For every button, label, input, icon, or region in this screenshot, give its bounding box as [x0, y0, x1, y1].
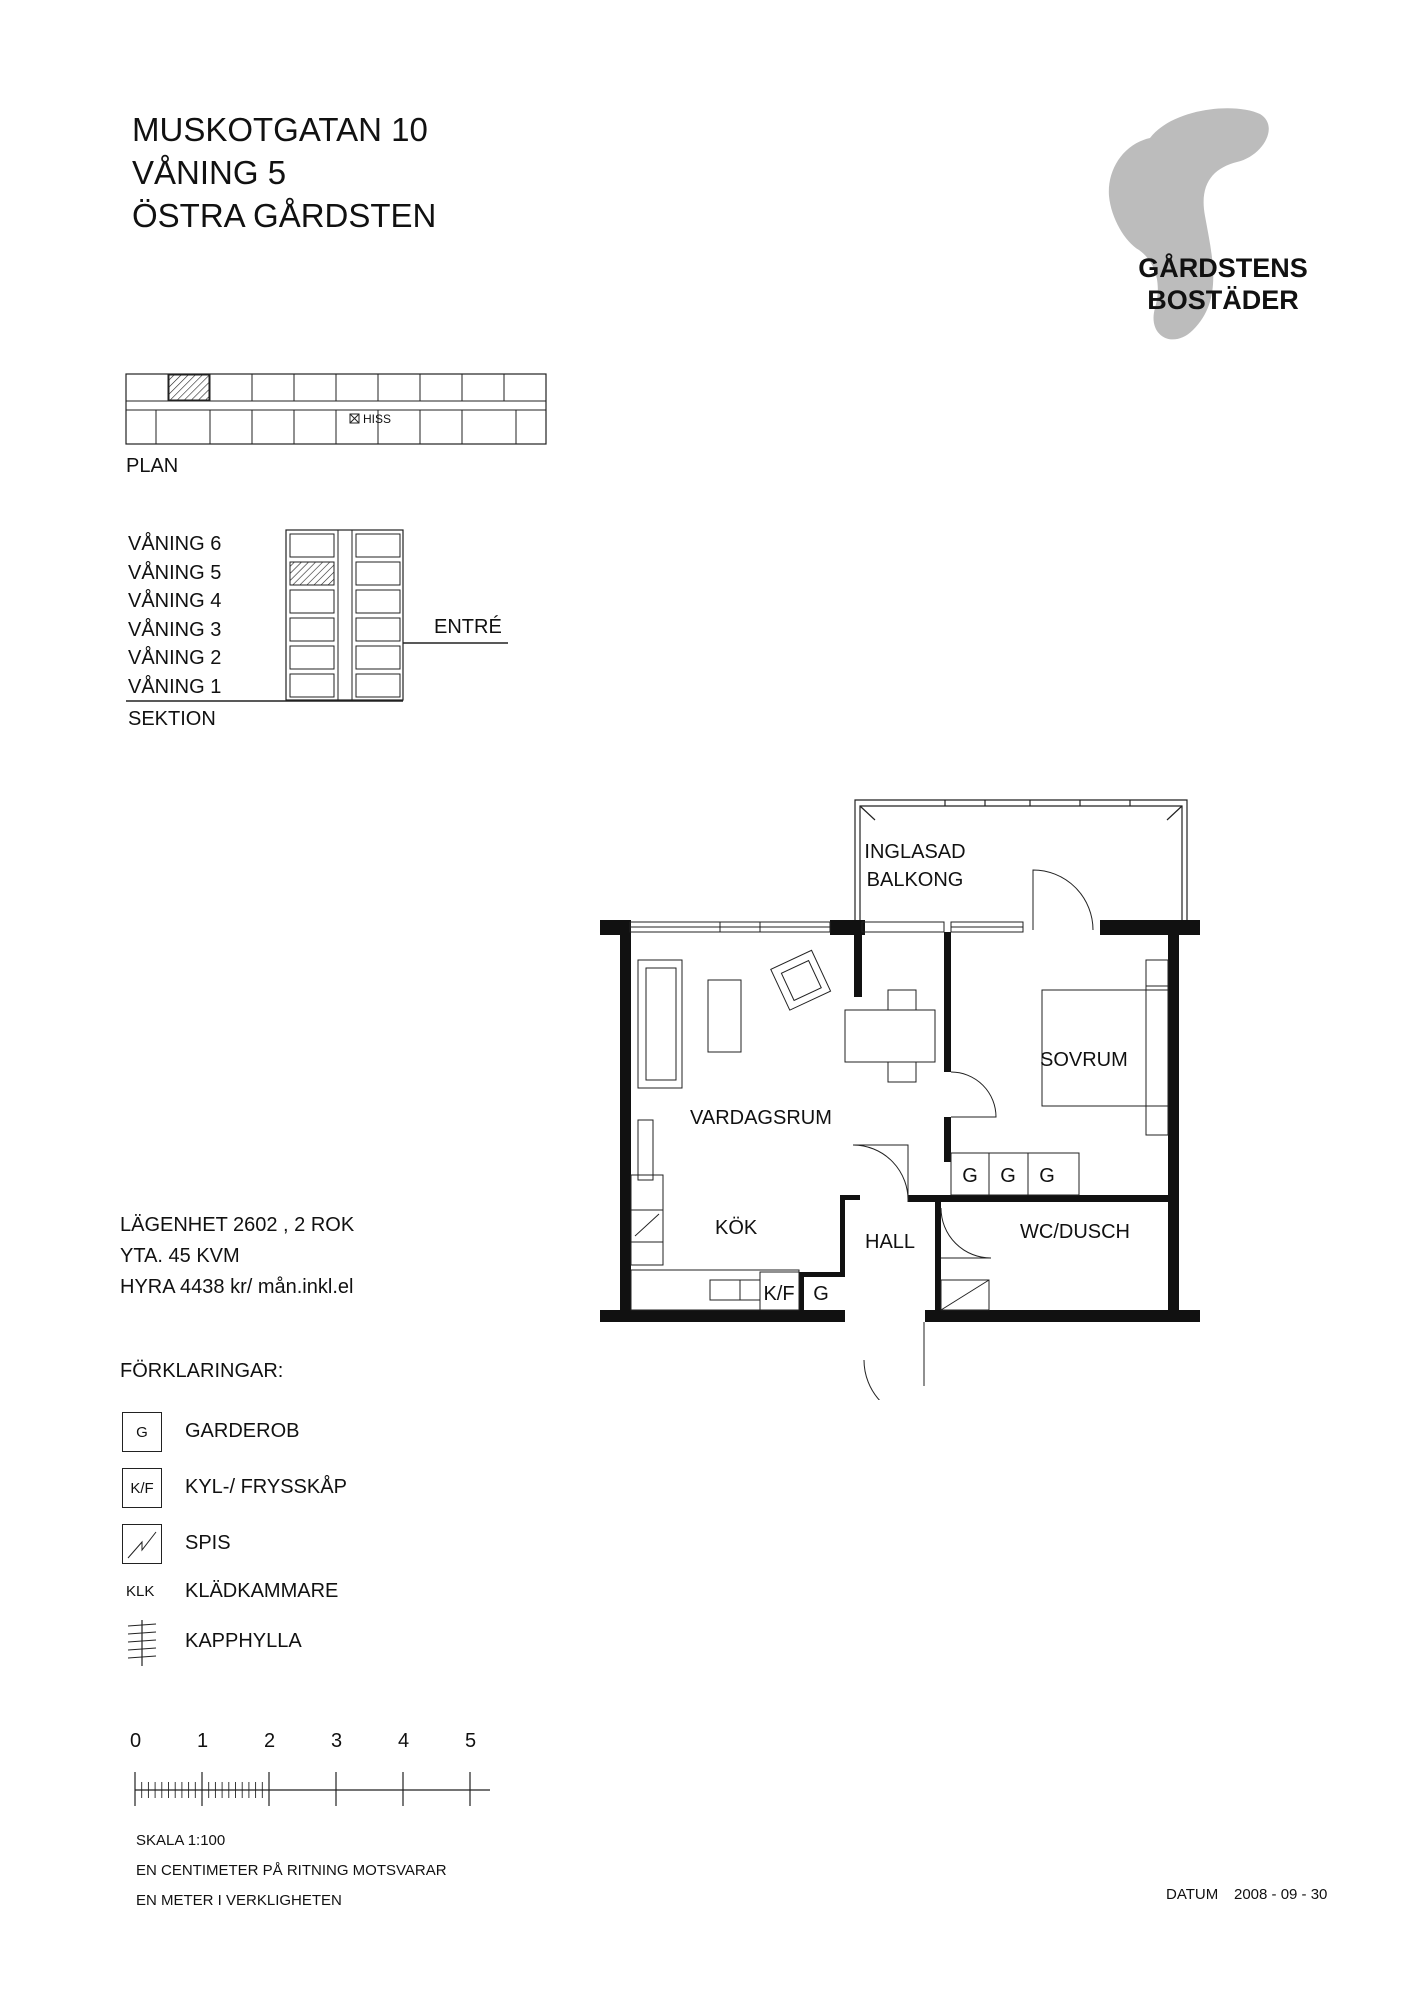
- wardrobe-symbol: G: [122, 1412, 162, 1452]
- balcony-label-1: INGLASAD: [864, 841, 966, 863]
- wardrobe-label-hall: G: [813, 1283, 829, 1305]
- logo-line-2: BOSTÄDER: [1147, 285, 1299, 315]
- apartment-area: YTA. 45 KVM: [120, 1245, 240, 1267]
- balcony-label-2: BALKONG: [866, 869, 964, 891]
- hall-label: HALL: [865, 1231, 916, 1253]
- legend-coat-rack-text: KAPPHYLLA: [185, 1630, 302, 1652]
- legend-stove-text: SPIS: [185, 1532, 231, 1554]
- bedroom-label: SOVRUM: [1040, 1049, 1128, 1071]
- wardrobe-label-1: G: [962, 1165, 978, 1187]
- address-title: [132, 108, 436, 237]
- wardrobe-label-2: G: [1000, 1165, 1016, 1187]
- fridge-label: K/F: [763, 1283, 795, 1305]
- living-room-label: VARDAGSRUM: [690, 1107, 832, 1129]
- scale-description: [136, 1826, 447, 1916]
- floor-3-label: VÅNING 3: [128, 618, 222, 641]
- logo-wordmark: [1118, 252, 1328, 316]
- scale-note-2: EN METER I VERKLIGHETEN: [136, 1892, 342, 1909]
- district-line: ÖSTRA GÅRDSTEN: [132, 197, 437, 234]
- legend-wardrobe-text: GARDEROB: [185, 1420, 300, 1442]
- logo-line-1: GÅRDSTENS: [1138, 253, 1308, 283]
- entrance-label: ENTRÉ: [434, 616, 502, 638]
- floor-1-label: VÅNING 1: [128, 675, 222, 698]
- legend-title: FÖRKLARINGAR:: [120, 1360, 284, 1382]
- coat-rack-icon: [122, 1618, 162, 1668]
- scale-tick-1: 1: [197, 1730, 209, 1752]
- scale-tick-5: 5: [465, 1730, 477, 1752]
- bathroom-label: WC/DUSCH: [1020, 1221, 1130, 1243]
- apartment-floor-plan: [590, 790, 1210, 1400]
- address-line: MUSKOTGATAN 10: [132, 111, 428, 148]
- scale-bar: [130, 1770, 500, 1810]
- scale-tick-0: 0: [130, 1730, 142, 1752]
- key-plan-diagram: [122, 370, 552, 450]
- scale-tick-3: 3: [331, 1730, 343, 1752]
- elevator-label: HISS: [363, 412, 392, 426]
- plan-label: PLAN: [126, 455, 179, 477]
- legend-fridge-text: KYL-/ FRYSSKÅP: [185, 1476, 347, 1498]
- floor-2-label: VÅNING 2: [128, 647, 222, 669]
- wardrobe-label-3: G: [1039, 1165, 1055, 1187]
- apartment-rent: HYRA 4438 kr/ mån.inkl.el: [120, 1276, 354, 1298]
- walk-in-closet-symbol: KLK: [126, 1583, 155, 1600]
- apartment-info: [120, 1210, 354, 1303]
- floor-5-label: VÅNING 5: [128, 561, 222, 584]
- floor-4-label: VÅNING 4: [128, 590, 222, 612]
- section-label: SEKTION: [128, 708, 216, 730]
- stove-icon: [122, 1524, 162, 1564]
- apartment-number: LÄGENHET 2602 , 2 ROK: [120, 1214, 355, 1236]
- kitchen-label: KÖK: [715, 1217, 758, 1239]
- date-value: 2008 - 09 - 30: [1234, 1886, 1328, 1903]
- scale-ratio: SKALA 1:100: [136, 1832, 226, 1849]
- fridge-symbol: K/F: [122, 1468, 162, 1508]
- floor-6-label: VÅNING 6: [128, 533, 222, 555]
- floor-line: VÅNING 5: [132, 154, 287, 191]
- scale-tick-2: 2: [264, 1730, 276, 1752]
- legend-closet-text: KLÄDKAMMARE: [185, 1580, 339, 1602]
- scale-tick-4: 4: [398, 1730, 410, 1752]
- scale-note-1: EN CENTIMETER PÅ RITNING MOTSVARAR: [136, 1862, 447, 1879]
- date-label: DATUM: [1166, 1886, 1219, 1903]
